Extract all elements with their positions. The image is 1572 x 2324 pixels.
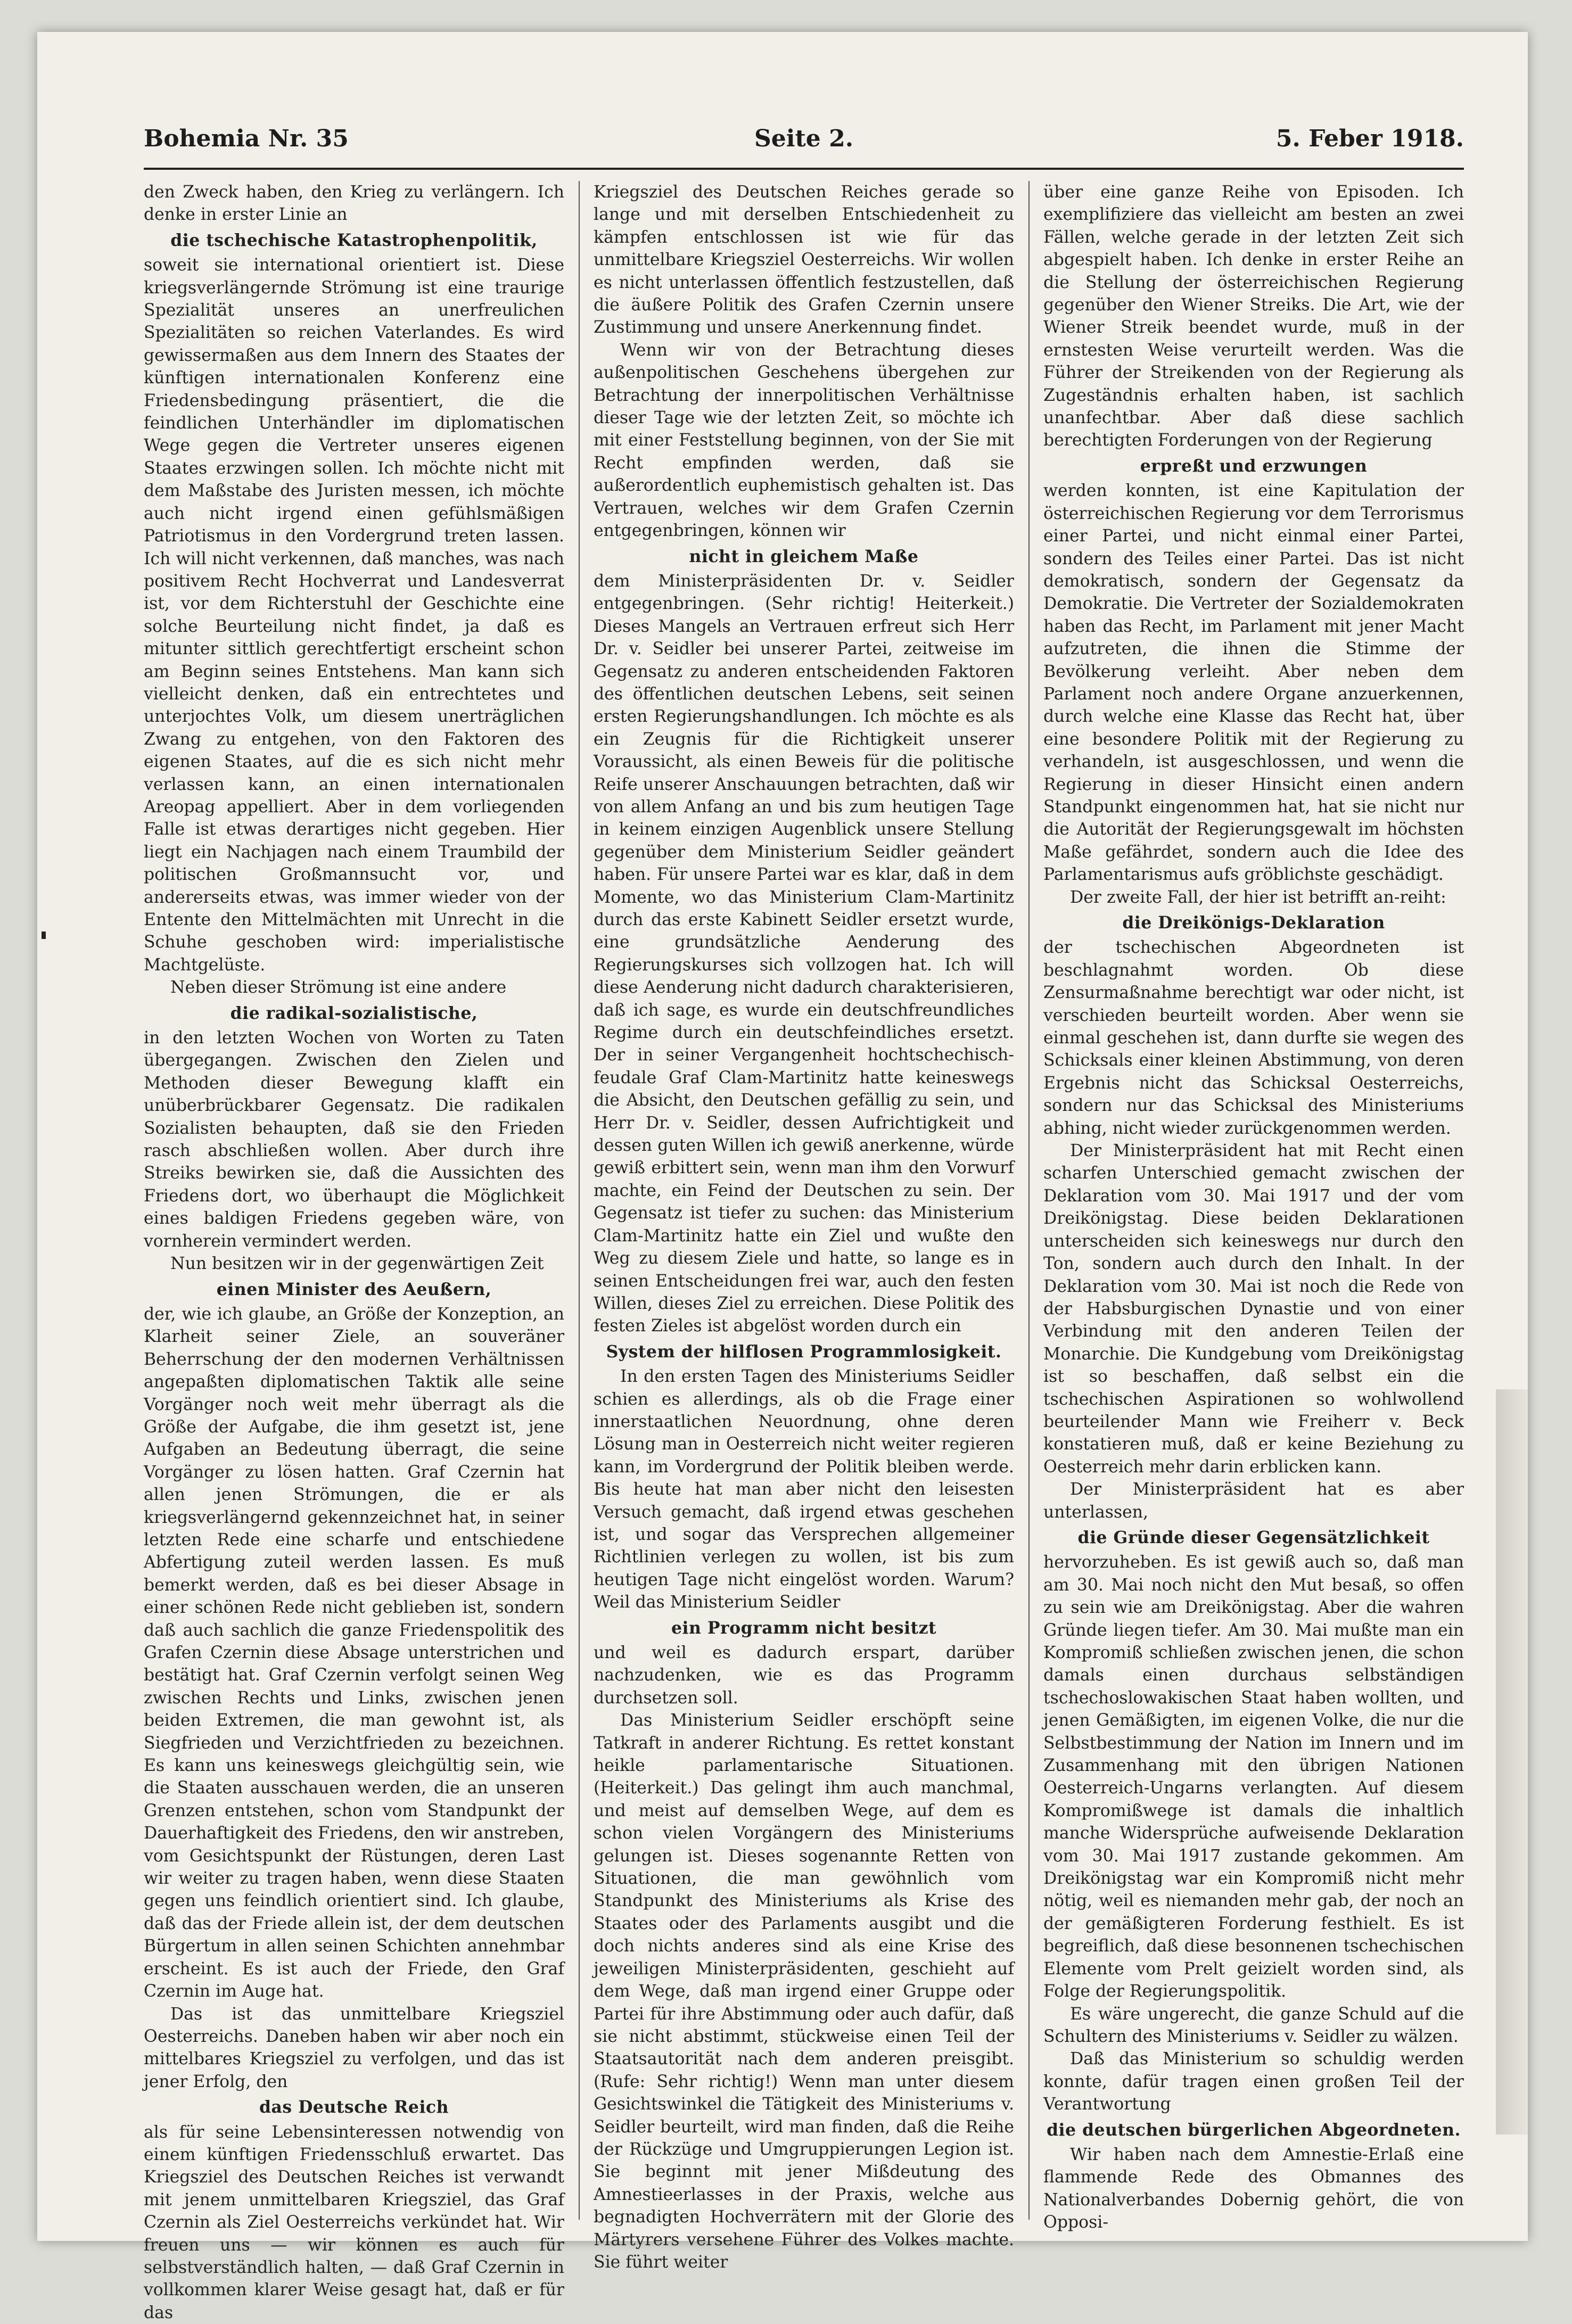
paragraph: Kriegsziel des Deutschen Reiches gerade so lange und mit derselben Entschiedenheit zu kämpfen entschlossen ist wie für das unmittelbare Kriegsziel Oesterreichs. Wir wollen es nicht unterlassen öffentlich festzustellen, daß die äußere Politik des Grafen Czernin unsere Zustimmung und unsere Anerkennung findet. (594, 183, 1014, 337)
paragraph: soweit sie international orientiert ist. Diese kriegsverlängernde Strömung ist eine traurige Spezialität unseres an unerfreulichen Spezialitäten so reichen Vaterlandes. Es wird gewissermaßen aus dem Innern des Staates der künftigen internationalen Konferenz eine Friedensbedingung präsentiert, die die feindlichen Unterhändler im diplomatischen Wege gegen die Vertreter unseres eigenen Staates erzwingen sollen. Ich möchte nicht mit dem Maßstabe des Juristen messen, ich möchte auch nicht irgend einen gefühlsmäßigen Patriotismus in den Vordergrund treten lassen. Ich will nicht verkennen, daß manches, was nach positivem Recht Hochverrat und Landesverrat ist, vor dem Richterstuhl der Geschichte eine solche Beurteilung nicht findet, ja daß es mitunter sittlich gerechtfertigt erscheint schon am Beginn seines Entstehens. Man kann sich vielleicht denken, daß ein entrechtetes und unterjochtes Volk, um diesem unerträglichen Zwang zu entgehen, von den Faktoren des eigenen Staates, auf die es sich nicht mehr verlassen kann, an einen internationalen Areopag appelliert. Aber in dem vorliegenden Falle ist etwas derartiges nicht gegeben. Hier liegt ein Nachjagen nach einem Traumbild der politischen Großmannsucht vor, und andererseits etwas, was immer wieder von der Entente den Mittelmächten mit Unrecht in die Schuhe geschoben wird: imperialistische Machtgelüste. (144, 256, 564, 975)
column-divider (1028, 181, 1030, 2220)
column-divider (579, 181, 580, 2220)
section-heading: die deutschen bürgerlichen Abgeordneten. (1047, 2120, 1461, 2140)
section-heading: die Dreikönigs-Deklaration (1122, 913, 1385, 933)
paragraph: Neben dieser Strömung ist eine andere (170, 978, 507, 998)
page-edge-shadow (1496, 1389, 1528, 2135)
paragraph: Der Ministerpräsident hat mit Recht einen scharfen Unterschied gemacht zwischen der Deklaration vom 30. Mai 1917 und der vom Dreikönigstag. Diese beiden Deklarationen unterscheiden sich keineswegs nur durch den Ton, sondern auch durch den Inhalt. In der Deklaration vom 30. Mai ist noch die Rede von der Habsburgischen Dynastie und von einer Verbindung mit den anderen Teilen der Monarchie. Die Kundgebung vom Dreikönigstag ist so beschaffen, daß selbst ein die tschechischen Aspirationen so wohlwollend beurteilender Mann wie Freiherr v. Beck konstatieren muß, daß er keine Beziehung zu Oesterreich mehr darin erblicken kann. (1043, 1141, 1464, 1477)
header-rule (144, 168, 1464, 170)
paragraph: der tschechischen Abgeordneten ist beschlagnahmt worden. Ob diese Zensurmaßnahme berechtigt war oder nicht, ist verschieden beurteilt worden. Aber wenn sie einmal geschehen ist, dann durfte sie wegen des Schicksals einer kleinen Abstimmung, von deren Ergebnis nicht das Schicksal Oesterreichs, sondern nur das Schicksal des Ministeriums abhing, nicht wieder zurückgenommen werden. (1043, 938, 1464, 1138)
column-2 (594, 181, 1014, 2272)
section-heading: die radikal-sozialistische, (230, 1003, 478, 1023)
section-heading: ein Programm nicht besitzt (671, 1618, 937, 1638)
paragraph: Das ist das unmittelbare Kriegsziel Oesterreichs. Daneben haben wir aber noch ein mittelbares Kriegsziel zu verfolgen, und das ist jener Erfolg, den (144, 2004, 564, 2091)
paragraph: den Zweck haben, den Krieg zu verlängern. Ich denke in erster Linie an (144, 183, 564, 225)
paragraph: dem Ministerpräsidenten Dr. v. Seidler entgegenbringen. (Sehr richtig! Heiterkeit.) Dieses Mangels an Vertrauen erfreut sich Herr Dr. v. Seidler bei unserer Partei, zeitweise im Gegensatz zu anderen entscheidenden Faktoren des öffentlichen deutschen Lebens, seit seinen ersten Regierungshandlungen. Ich möchte es als ein Zeugnis für die Richtigkeit unserer Voraussicht, als einen Beweis für die politische Reife unserer Anschauungen betrachten, daß wir von allem Anfang an und bis zum heutigen Tage in keinem einzigen Augenblick unsere Stellung gegenüber dem Ministerium Seidler geändert haben. Für unsere Partei war es klar, daß in dem Momente, wo das Ministerium Clam-Martinitz durch das erste Kabinett Seidler ersetzt wurde, eine grundsätzliche Aenderung des Regierungskurses sich vollzogen hat. Ich will diese Aenderung nicht dadurch charakterisieren, daß ich sage, es wurde ein deutschfreundliches Regime durch ein deutschfeindliches ersetzt. Der in seiner Vergangenheit hochtschechisch-feudale Graf Clam-Martinitz hatte keineswegs die Absicht, den Deutschen gefällig zu sein, und Herr Dr. v. Seidler, dessen Aufrichtigkeit und dessen guten Willen ich gewiß anerkenne, würde gewiß erbittert sein, wenn man ihm den Vorwurf machte, ein Feind der Deutschen zu sein. Der Gegensatz ist tiefer zu suchen: das Ministerium Clam-Martinitz hatte ein Ziel und wußte den Weg zu diesem Ziele und hatte, so lange es in seinen Entscheidungen frei war, auch den festen Willen, dieses Ziel zu erreichen. Diese Politik des festen Zieles ist abgelöst worden durch ein (594, 571, 1014, 1336)
section-heading: System der hilflosen Programmlosigkeit. (606, 1341, 1002, 1362)
section-heading: einen Minister des Aeußern, (216, 1279, 492, 1299)
header-issue: Bohemia Nr. 35 (144, 125, 349, 152)
paragraph: hervorzuheben. Es ist gewiß auch so, daß man am 30. Mai noch nicht den Mut besaß, so offen zu sein wie am Dreikönigstag. Aber die wahren Gründe liegen tiefer. Am 30. Mai mußte man ein Kompromiß schließen zwischen jenen, die schon damals einen durchaus selbständigen tschechoslowakischen Staat haben wollten, und jenen Gemäßigten, im eigenen Volke, die nur die Selbstbestimmung der Nation im Innern und im Zusammenhang mit den übrigen Nationen Oesterreich-Ungarns verlangten. Auf diesem Kompromißwege ist damals die inhaltlich manche Widersprüche aufweisende Deklaration vom 30. Mai 1917 zustande gekommen. Am Dreikönigstag war ein Kompromiß nicht mehr nötig, weil es niemanden mehr gab, der noch an der gemäßigteren Forderung festhielt. Es ist begreiflich, daß diese besonnenen tschechischen Elemente vom Prelt geizielt worden sind, als Folge der Regierungspolitik. (1043, 1553, 1464, 2001)
section-heading: erpreßt und erzwungen (1140, 456, 1368, 476)
paragraph: Wenn wir von der Betrachtung dieses außenpolitischen Geschehens übergehen zur Betrachtung der innerpolitischen Verhältnisse dieser Tage wie der letzten Zeit, so möchte ich mit einer Feststellung beginnen, von der Sie mit Recht empfinden werden, daß sie außerordentlich euphemistisch gehalten ist. Das Vertrauen, welches wir dem Grafen Czernin entgegenbringen, können wir (594, 340, 1014, 541)
section-heading: nicht in gleichem Maße (689, 546, 919, 566)
paragraph: Der Ministerpräsident hat es aber unterlassen, (1043, 1480, 1464, 1522)
paragraph: und weil es dadurch erspart, darüber nachzudenken, wie es das Programm durchsetzen soll. (594, 1643, 1014, 1708)
article-columns (144, 181, 1464, 2322)
section-heading: das Deutsche Reich (259, 2097, 449, 2117)
running-header (144, 125, 1464, 162)
paragraph: als für seine Lebensinteressen notwendig von einem künftigen Friedensschluß erwartet. Das Kriegsziel des Deutschen Reiches ist verwandt mit jenem unmittelbaren Kriegsziel, das Graf Czernin als Ziel Oesterreichs verkündet hat. Wir freuen uns — wir können es auch für selbstverständlich halten, — daß Graf Czernin in vollkommen klarer Weise gesagt hat, daß er für das (144, 2122, 564, 2322)
paragraph: Wir haben nach dem Amnestie-Erlaß eine flammende Rede des Obmannes des Nationalverbandes Dobernig gehört, die von Opposi- (1043, 2145, 1464, 2232)
paragraph: Daß das Ministerium so schuldig werden konnte, dafür tragen einen großen Teil der Verantwortung (1043, 2049, 1464, 2114)
paragraph: in den letzten Wochen von Worten zu Taten übergegangen. Zwischen den Zielen und Methoden dieser Bewegung klafft ein unüberbrückbarer Gegensatz. Die radikalen Sozialisten behaupten, daß sie den Frieden rasch abschließen wollen. Aber durch ihre Streiks bewirken sie, daß die Aussichten des Friedens dort, wo überhaupt die Möglichkeit eines baldigen Friedens gegeben wäre, von vornherein vermindert werden. (144, 1028, 564, 1251)
newspaper-page (37, 32, 1528, 2322)
header-page-number: Seite 2. (754, 125, 854, 152)
paragraph: der, wie ich glaube, an Größe der Konzeption, an Klarheit seiner Ziele, an souveräner Beherrschung der den modernen Verhältnissen angepaßten diplomatischen Taktik alle seine Vorgänger noch weit mehr überragt als die Größe der Aufgabe, die ihm gesetzt ist, jene Aufgaben an Bedeutung überragt, die seine Vorgänger zu lösen hatten. Graf Czernin hat allen jenen Strömungen, die er als kriegsverlängernd gekennzeichnet hat, in seiner letzten Rede eine scharfe und entschiedene Abfertigung zuteil werden lassen. Es muß bemerkt werden, daß es bei dieser Absage in einer schönen Rede nicht geblieben ist, sondern daß auch sachlich die ganze Friedenspolitik des Grafen Czernin diese Absage unterstrichen und bestätigt hat. Graf Czernin verfolgt seinen Weg zwischen Rechts und Links, zwischen jenen beiden Extremen, die man gewohnt ist, als Siegfrieden und Verzichtfrieden zu bezeichnen. Es kann uns keineswegs gleichgültig sein, wie die Staaten ausschauen werden, die an unseren Grenzen entstehen, schon vom Standpunkt der Dauerhaftigkeit des Friedens, den wir anstreben, vom Gesichtspunkt der Rüstungen, deren Last wir weiter zu tragen haben, wenn diese Staaten gegen uns feindlich orientiert sind. Ich glaube, daß das der Friede allein ist, der dem deutschen Bürgertum in allen seinen Schichten annehmbar erscheint. Es ist auch der Friede, den Graf Czernin im Auge hat. (144, 1304, 564, 2001)
paragraph: über eine ganze Reihe von Episoden. Ich exemplifiziere das vielleicht am besten an zwei Fällen, welche gerade in der letzten Zeit sich abgespielt haben. Ich denke in erster Reihe an die Stellung der österreichischen Regierung gegenüber den Wiener Streiks. Die Art, wie der Wiener Streik beendet wurde, muß in der ernstesten Weise verurteilt werden. Was die Führer der Streikenden von der Regierung als Zugeständnis erhalten haben, ist sachlich unanfechtbar. Aber daß diese sachlich berechtigten Forderungen von der Regierung (1043, 183, 1464, 450)
paragraph: Der zweite Fall, der hier ist betrifft an-reiht: (1070, 887, 1446, 907)
paragraph: In den ersten Tagen des Ministeriums Seidler schien es allerdings, als ob die Frage einer innerstaatlichen Neuordnung, ohne deren Lösung man in Oesterreich nicht weiter regieren kann, im Vordergrund der Politik bleiben werde. Bis heute hat man aber nicht den leisesten Versuch gemacht, daß irgend etwas geschehen ist, und sogar das Versprechen allgemeiner Richtlinien verlegen zu wollen, ist bis zum heutigen Tage nicht eingelöst worden. Warum? Weil das Ministerium Seidler (594, 1367, 1014, 1612)
paragraph: werden konnten, ist eine Kapitulation der österreichischen Regierung vor dem Terrorismus einer Partei, und nicht einmal einer Partei, sondern des Teiles einer Partei. Das ist nicht demokratisch, sondern der Gegensatz da Demokratie. Die Vertreter der Sozialdemokraten haben das Recht, im Parlament mit jener Macht aufzutreten, die ihnen die Stimme der Bevölkerung verleiht. Aber neben dem Parlament noch andere Organe anzuerkennen, durch welche eine Klasse das Recht hat, über eine besondere Politik mit der Regierung zu verhandeln, ist ausgeschlossen, und wenn die Regierung in dieser Hinsicht einen andern Standpunkt eingenommen hat, hat sie nicht nur die Autorität der Regierungsgewalt im höchsten Maße gefährdet, sondern auch die Idee des Parlamentarismus aufs gröblichste geschädigt. (1043, 481, 1464, 885)
paragraph: Das Ministerium Seidler erschöpft seine Tatkraft in anderer Richtung. Es rettet konstant heikle parlamentarische Situationen. (Heiterkeit.) Das gelingt ihm auch manchmal, und meist auf demselben Wege, auf dem es schon vielen Vorgängern des Ministeriums gelungen ist. Dieses sogenannte Retten von Situationen, die man gewöhnlich vom Standpunkt des Ministeriums als Krise des Staates oder des Parlaments ausgibt und die doch nichts anderes sind als eine Krise des jeweiligen Ministerpräsidenten, geschieht auf dem Wege, daß man irgend einer Gruppe oder Partei für ihre Abstimmung oder auch dafür, daß sie nicht abstimmt, stückweise einen Teil der Staatsautorität nach dem anderen preisgibt. (Rufe: Sehr richtig!) Wenn man unter diesem Gesichtswinkel die Tätigkeit des Ministeriums v. Seidler beurteilt, wird man finden, daß die Reihe der Rückzüge und Umgruppierungen Legion ist. Sie beginnt mit jener Mißdeutung des Amnestieerlasses in der Praxis, welche aus begnadigten Hochverrätern mit der Glorie des Märtyrers versehene Führer des Volkes machte. Sie führt weiter (594, 1711, 1014, 2272)
column-3 (1043, 181, 1464, 2232)
section-heading: die Gründe dieser Gegensätzlichkeit (1077, 1527, 1430, 1547)
header-date: 5. Feber 1918. (1275, 125, 1464, 152)
paragraph: Nun besitzen wir in der gegenwärtigen Zeit (170, 1254, 544, 1274)
section-heading: die tschechische Katastrophenpolitik, (170, 230, 538, 250)
column-1 (144, 181, 564, 2322)
margin-mark (42, 932, 46, 939)
paragraph: Es wäre ungerecht, die ganze Schuld auf die Schultern des Ministeriums v. Seidler zu wälzen. (1043, 2004, 1464, 2046)
